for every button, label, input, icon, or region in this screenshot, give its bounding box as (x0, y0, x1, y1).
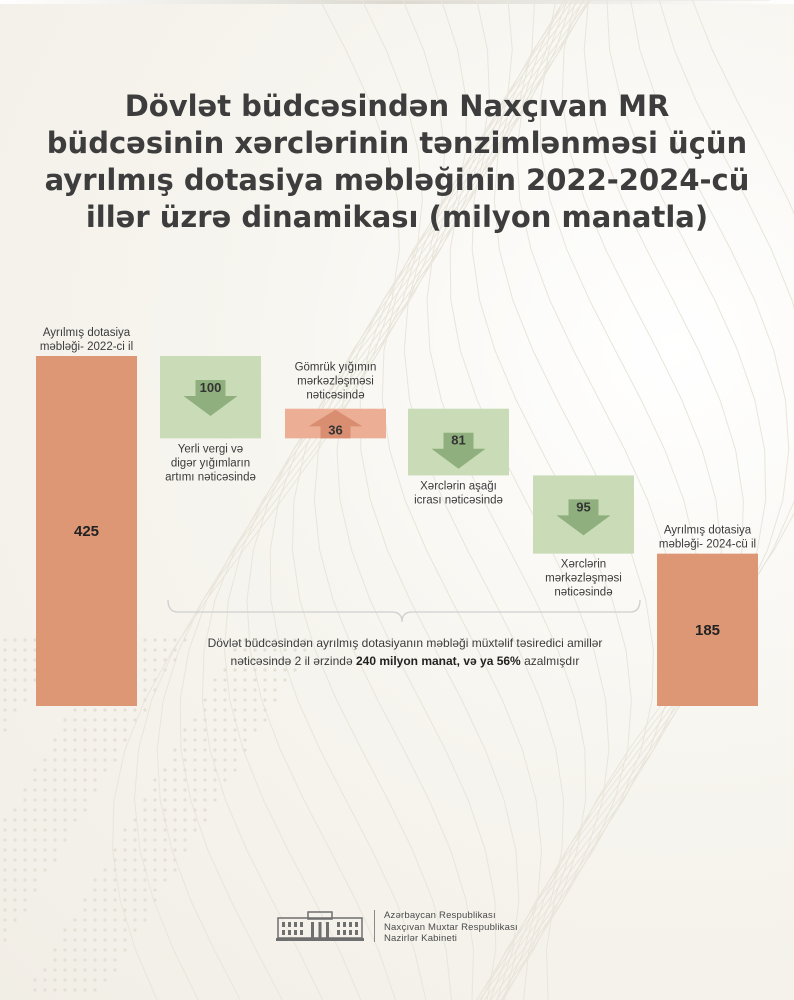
footer-line3: Nazirlər Kabineti (384, 933, 458, 944)
step-label-line: icrası nəticəsində (414, 494, 503, 507)
summary-highlight: 240 milyon manat, və ya 56% (355, 654, 521, 668)
summary-line1: Dövlət büdcəsindən ayrılmış dotasiyanın məbləği müxtəlif təsiredici amillər (207, 636, 603, 650)
step-label-line: Xərclərin (560, 558, 607, 571)
decrease-value: 100 (199, 380, 222, 395)
government-building-icon (274, 910, 366, 942)
step-label-line: Yerli vergi və (177, 443, 244, 456)
chart-title: Dövlət büdcəsindən Naxçıvan MR büdcəsinin xərclərinin tənzimlənməsi üçün ayrılmış dotasiya məbləğinin 2022-2024-cü illər üzrə dinamikası (milyon manatla) (44, 89, 750, 234)
step-label-line: nəticəsində (554, 586, 613, 599)
footer-organization (384, 910, 518, 945)
step-label-line: məbləği- 2024-cü il (658, 538, 757, 551)
step-label-line: Ayrılmış dotasiya (42, 327, 131, 339)
step-label-line: nəticəsində (306, 389, 365, 402)
footer-divider (374, 910, 375, 942)
summary-brace (168, 600, 640, 622)
summary-text (150, 634, 660, 670)
total-value: 185 (694, 621, 721, 639)
step-label-line: mərkəzləşməsi (297, 375, 374, 388)
decrease-value: 81 (451, 432, 466, 448)
footer-line1: Azərbaycan Respublikası (384, 910, 496, 921)
step-label-line: Gömrük yığımın (294, 361, 377, 374)
footer (274, 908, 574, 948)
step-label-line: mərkəzləşməsi (545, 572, 622, 585)
summary-line2-end: azalmışdır (524, 654, 580, 668)
step-label-line: Xərclərin aşağı (420, 480, 497, 493)
step-label-line: artımı nəticəsində (165, 471, 256, 484)
increase-value: 36 (328, 422, 343, 438)
step-label-line: digər yığımların (170, 457, 251, 470)
step-label-line: Ayrılmış dotasiya (663, 524, 752, 537)
step-label-line: məbləği- 2022-ci il (39, 341, 134, 353)
summary-line2-start: nəticəsində 2 il ərzində (230, 654, 353, 668)
footer-line2: Naxçıvan Muxtar Respublikası (384, 921, 518, 933)
total-value: 425 (73, 523, 100, 540)
decrease-value: 95 (576, 499, 591, 515)
